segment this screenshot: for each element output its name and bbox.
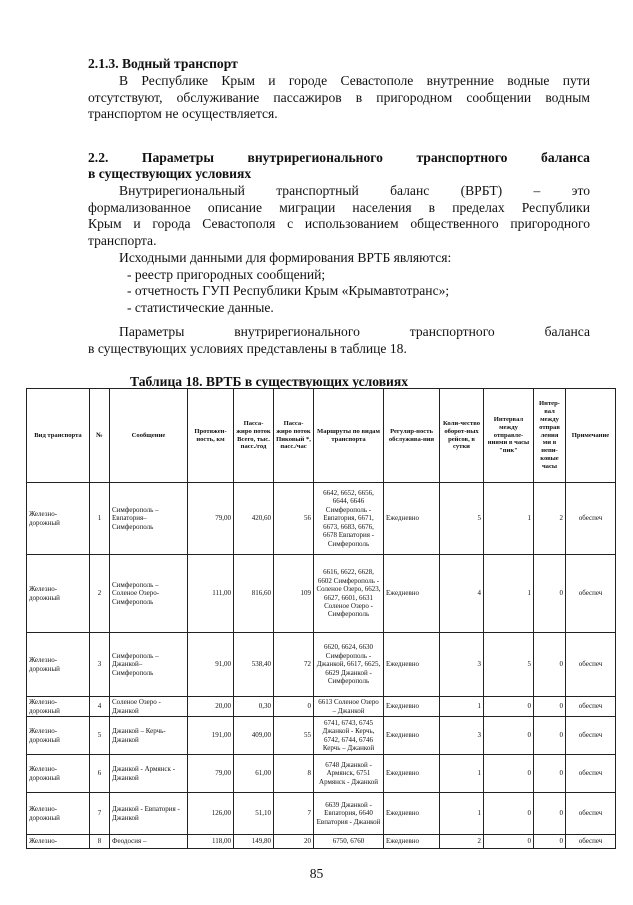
text-line: транспорта.	[88, 232, 157, 248]
cell-connection: Джанкой – Керчь- Джанкой	[110, 717, 188, 755]
text-line: формализованное описание миграции населения в пределах Республики	[88, 199, 590, 215]
cell-peak-flow: 7	[274, 793, 314, 835]
table-caption: Таблица 18. ВРТБ в существующих условиях	[130, 374, 409, 389]
cell-length: 79,00	[188, 755, 234, 793]
column-header: Коли-чество оборот-ных рейсов, в сутки	[440, 389, 484, 483]
column-header: Вид транспорта	[27, 389, 90, 483]
cell-peak-interval: 0	[484, 793, 534, 835]
column-header: Пасса-жиро поток Пиковый *, пасс./час	[274, 389, 314, 483]
cell-note: обеспеч	[566, 717, 616, 755]
cell-transport-type: Железно-дорожный	[27, 793, 90, 835]
heading-word: Параметры	[141, 150, 214, 165]
section-22-para2	[88, 250, 590, 316]
cell-routes: 6616, 6622, 6628, 6602 Симферополь - Соленое Озеро, 6623, 6627, 6601, 6631 Соленое Озеро - Симферополь	[314, 555, 384, 633]
column-header: Маршруты по видам транспорта	[314, 389, 384, 483]
cell-peak-interval: 0	[484, 835, 534, 849]
cell-transport-type: Железно-дорожный	[27, 755, 90, 793]
table-row	[27, 793, 616, 835]
cell-note: обеспеч	[566, 793, 616, 835]
cell-regularity: Ежедневно	[384, 555, 440, 633]
table-row	[27, 755, 616, 793]
cell-regularity: Ежедневно	[384, 483, 440, 555]
section-213-body	[88, 73, 590, 123]
text-line: Исходными данными для формирования ВРТБ являются:	[119, 250, 452, 265]
cell-length: 191,00	[188, 717, 234, 755]
column-header: №	[90, 389, 110, 483]
cell-length: 91,00	[188, 633, 234, 697]
cell-peak-interval: 1	[484, 555, 534, 633]
table-row	[27, 697, 616, 717]
cell-peak-flow: 0	[274, 697, 314, 717]
cell-trips: 3	[440, 717, 484, 755]
section-22-heading	[88, 150, 590, 167]
cell-routes: 6748 Джанкой - Армянск, 6751 Армянск - Джанкой	[314, 755, 384, 793]
heading-word: баланса	[541, 150, 590, 165]
text-line: отсутствуют, обслуживание пассажиров в пригородном сообщении водным	[88, 89, 590, 105]
cell-peak-flow: 56	[274, 483, 314, 555]
cell-transport-type: Железно-дорожный	[27, 483, 90, 555]
text-line: Внутрирегиональный транспортный баланс (ВРБТ) – это	[119, 183, 590, 198]
cell-number: 3	[90, 633, 110, 697]
heading-word: транспортного	[416, 150, 508, 165]
section-22-para3	[88, 324, 590, 357]
cell-number: 7	[90, 793, 110, 835]
cell-connection: Симферополь – Соленое Озеро- Симферополь	[110, 555, 188, 633]
cell-trips: 1	[440, 697, 484, 717]
cell-regularity: Ежедневно	[384, 835, 440, 849]
cell-routes: 6613 Соленое Озеро – Джанкой	[314, 697, 384, 717]
cell-length: 79,00	[188, 483, 234, 555]
cell-passenger-flow: 409,00	[234, 717, 274, 755]
cell-routes: 6642, 6652, 6656, 6644, 6646 Симферополь - Евпатория, 6671, 6673, 6683, 6676, 6678 Евпатория - Симферополь	[314, 483, 384, 555]
cell-trips: 5	[440, 483, 484, 555]
cell-offpeak-interval: 0	[534, 717, 566, 755]
cell-peak-flow: 72	[274, 633, 314, 697]
cell-peak-interval: 0	[484, 697, 534, 717]
cell-offpeak-interval: 2	[534, 483, 566, 555]
column-header: Протяжен-ность, км	[188, 389, 234, 483]
text-line: в существующих условиях представлены в таблице 18.	[88, 340, 407, 356]
cell-passenger-flow: 816,60	[234, 555, 274, 633]
cell-note: обеспеч	[566, 633, 616, 697]
cell-connection: Соленое Озеро - Джанкой	[110, 697, 188, 717]
cell-number: 8	[90, 835, 110, 849]
cell-connection: Джанкой - Евпатория - Джанкой	[110, 793, 188, 835]
cell-trips: 1	[440, 755, 484, 793]
table-header-row	[27, 389, 616, 483]
text-line: В Республике Крым и городе Севастополе внутренние водные пути	[119, 73, 590, 88]
cell-peak-interval: 5	[484, 633, 534, 697]
bullet-item: - реестр пригородных сообщений;	[127, 266, 326, 282]
cell-regularity: Ежедневно	[384, 697, 440, 717]
cell-peak-interval: 0	[484, 755, 534, 793]
cell-regularity: Ежедневно	[384, 633, 440, 697]
cell-number: 4	[90, 697, 110, 717]
column-header: Регуляр-ность обслужива-ния	[384, 389, 440, 483]
cell-peak-flow: 8	[274, 755, 314, 793]
cell-routes: 6741, 6743, 6745 Джанкой - Керчь, 6742, 6744, 6746 Керчь – Джанкой	[314, 717, 384, 755]
section-22-para1	[88, 183, 590, 249]
cell-passenger-flow: 538,40	[234, 633, 274, 697]
column-header: Интер-вал между отправ ления ми в непи-ковые часы	[534, 389, 566, 483]
cell-length: 118,00	[188, 835, 234, 849]
cell-routes: 6639 Джанкой - Евпатория, 6640 Евпатория - Джанкой	[314, 793, 384, 835]
cell-note: обеспеч	[566, 755, 616, 793]
bullet-item: - отчетность ГУП Республики Крым «Крымавтотранс»;	[127, 283, 450, 299]
cell-peak-flow: 109	[274, 555, 314, 633]
cell-transport-type: Железно-дорожный	[27, 697, 90, 717]
bullet-item: - статистические данные.	[127, 299, 274, 315]
cell-offpeak-interval: 0	[534, 633, 566, 697]
cell-connection: Симферополь – Джанкой– Симферополь	[110, 633, 188, 697]
cell-trips: 4	[440, 555, 484, 633]
column-header: Пасса-жиро поток Всего, тыс. пасс./год	[234, 389, 274, 483]
heading-num: 2.2.	[88, 150, 109, 165]
cell-offpeak-interval: 0	[534, 755, 566, 793]
vrtb-table	[26, 388, 616, 849]
cell-offpeak-interval: 0	[534, 697, 566, 717]
cell-transport-type: Железно-дорожный	[27, 555, 90, 633]
cell-passenger-flow: 149,80	[234, 835, 274, 849]
cell-connection: Феодосия –	[110, 835, 188, 849]
cell-note: обеспеч	[566, 555, 616, 633]
cell-passenger-flow: 0,30	[234, 697, 274, 717]
cell-note: обеспеч	[566, 835, 616, 849]
cell-length: 111,00	[188, 555, 234, 633]
cell-length: 20,00	[188, 697, 234, 717]
cell-note: обеспеч	[566, 697, 616, 717]
cell-peak-flow: 55	[274, 717, 314, 755]
cell-offpeak-interval: 0	[534, 555, 566, 633]
cell-routes: 6620, 6624, 6630 Симферополь - Джанкой, 6617, 6625, 6629 Джанкой - Симферополь	[314, 633, 384, 697]
cell-connection: Джанкой - Армянск - Джанкой	[110, 755, 188, 793]
cell-routes: 6750, 6760	[314, 835, 384, 849]
text-line: Параметры внутрирегионального транспортного баланса	[119, 324, 590, 339]
cell-transport-type: Железно-	[27, 835, 90, 849]
page-number: 85	[309, 866, 324, 881]
text-line: транспортом не осуществляется.	[88, 106, 278, 122]
table-row	[27, 633, 616, 697]
cell-number: 5	[90, 717, 110, 755]
cell-peak-interval: 1	[484, 483, 534, 555]
section-213-heading: 2.1.3. Водный транспорт	[88, 56, 238, 71]
table-row	[27, 483, 616, 555]
cell-number: 2	[90, 555, 110, 633]
cell-note: обеспеч	[566, 483, 616, 555]
cell-trips: 3	[440, 633, 484, 697]
cell-offpeak-interval: 0	[534, 835, 566, 849]
column-header: Примечание	[566, 389, 616, 483]
cell-regularity: Ежедневно	[384, 717, 440, 755]
cell-peak-interval: 0	[484, 717, 534, 755]
table-row	[27, 555, 616, 633]
cell-length: 126,00	[188, 793, 234, 835]
column-header: Интервал между отправле-ниями в часы "пик"	[484, 389, 534, 483]
table-row	[27, 717, 616, 755]
cell-number: 6	[90, 755, 110, 793]
cell-transport-type: Железно-дорожный	[27, 717, 90, 755]
cell-regularity: Ежедневно	[384, 755, 440, 793]
cell-peak-flow: 20	[274, 835, 314, 849]
table-row	[27, 835, 616, 849]
cell-passenger-flow: 420,60	[234, 483, 274, 555]
cell-passenger-flow: 61,00	[234, 755, 274, 793]
cell-offpeak-interval: 0	[534, 793, 566, 835]
cell-trips: 1	[440, 793, 484, 835]
cell-passenger-flow: 51,10	[234, 793, 274, 835]
cell-transport-type: Железно-дорожный	[27, 633, 90, 697]
text-line: Крым и города Севастополя с использованием общественного пригородного	[88, 216, 590, 232]
cell-connection: Симферополь – Евпатория– Симферополь	[110, 483, 188, 555]
cell-regularity: Ежедневно	[384, 793, 440, 835]
cell-number: 1	[90, 483, 110, 555]
cell-trips: 2	[440, 835, 484, 849]
section-22-heading-line2: в существующих условиях	[88, 166, 252, 181]
column-header: Сообщение	[110, 389, 188, 483]
heading-word: внутрирегионального	[247, 150, 383, 165]
